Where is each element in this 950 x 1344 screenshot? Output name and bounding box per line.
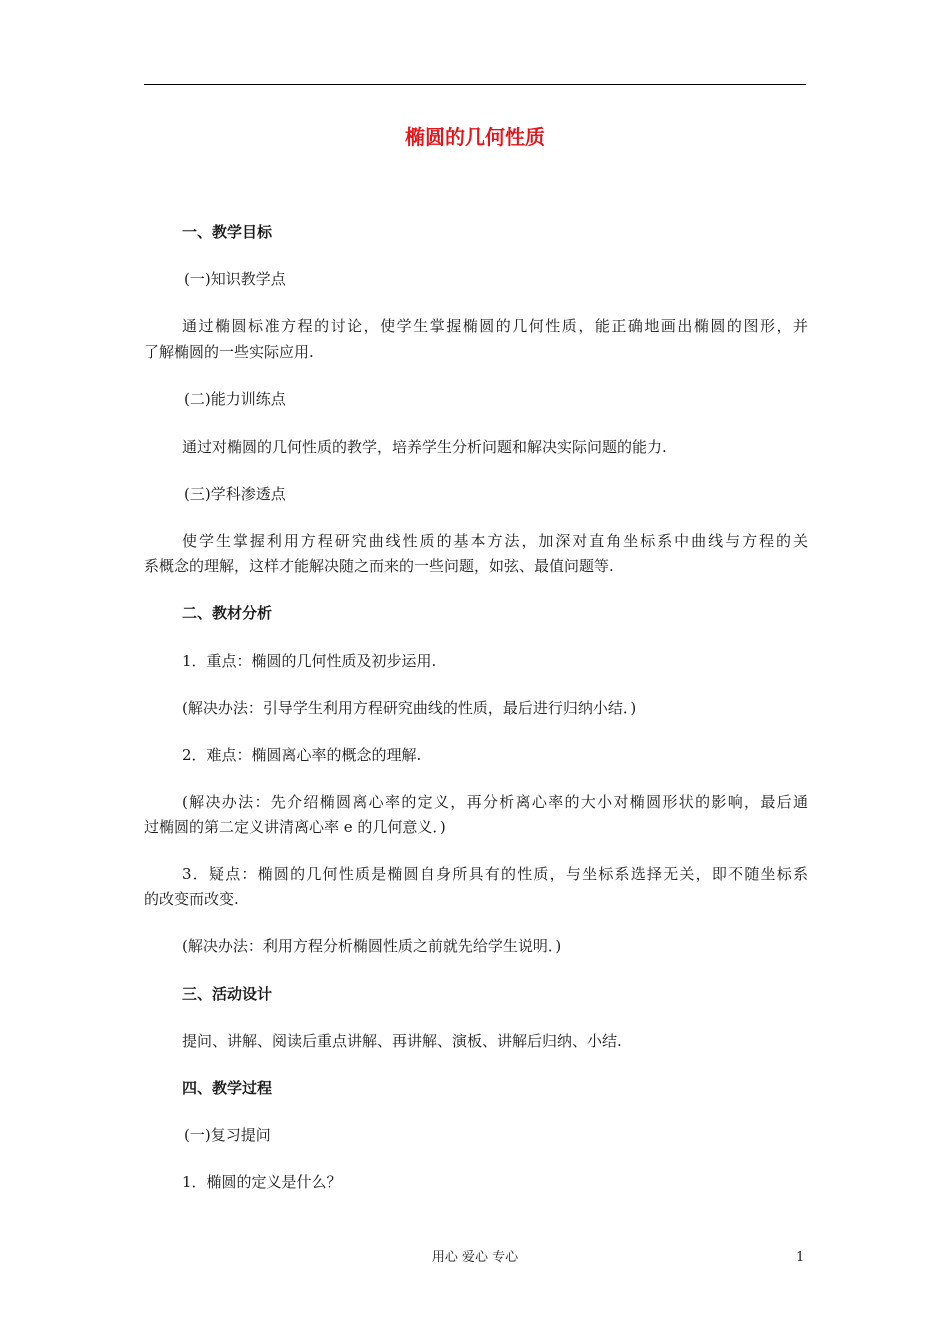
paragraph-discipline-line2: 系概念的理解，这样才能解决随之而来的一些问题，如弦、最值问题等. (144, 557, 614, 575)
document-title: 椭圆的几何性质 (405, 125, 545, 149)
analysis-doubt-line2: 的改变而改变. (144, 890, 239, 908)
analysis-item-key-solution: (解决办法：引导学生利用方程研究曲线的性质，最后进行归纳小结．) (182, 699, 637, 717)
analysis-item-difficulty: 2．难点：椭圆离心率的概念的理解. (182, 746, 422, 764)
paragraph-knowledge-line2: 了解椭圆的一些实际应用. (144, 343, 314, 361)
footer-text: 用心 爱心 专心 (431, 1250, 519, 1265)
paragraph-knowledge-line1: 通过椭圆标准方程的讨论，使学生掌握椭圆的几何性质，能正确地画出椭圆的图形，并 (182, 317, 808, 335)
section-heading-activities: 三、活动设计 (182, 985, 273, 1003)
analysis-difficulty-solution-line1: (解决办法：先介绍椭圆离心率的定义，再分析离心率的大小对椭圆形状的影响，最后通 (182, 793, 808, 811)
section-heading-process: 四、教学过程 (182, 1079, 273, 1097)
page-number: 1 (796, 1250, 805, 1265)
analysis-difficulty-solution-line2: 过椭圆的第二定义讲清离心率 e 的几何意义．) (144, 818, 446, 836)
section-heading-objectives: 一、教学目标 (182, 223, 273, 241)
review-question-1: 1．椭圆的定义是什么？ (182, 1173, 342, 1191)
section-heading-analysis: 二、教材分析 (182, 604, 273, 622)
paragraph-activities: 提问、讲解、阅读后重点讲解、再讲解、演板、讲解后归纳、小结. (182, 1032, 622, 1050)
subsection-ability-points: (二)能力训练点 (184, 390, 286, 408)
subsection-knowledge-points: (一)知识教学点 (184, 270, 286, 288)
analysis-doubt-line1: 3．疑点：椭圆的几何性质是椭圆自身所具有的性质，与坐标系选择无关，即不随坐标系 (182, 865, 808, 883)
subsection-review-questions: (一)复习提问 (184, 1126, 271, 1144)
paragraph-discipline-line1: 使学生掌握利用方程研究曲线性质的基本方法，加深对直角坐标系中曲线与方程的关 (182, 532, 808, 550)
header-rule (144, 84, 806, 85)
subsection-discipline-points: (三)学科渗透点 (184, 485, 286, 503)
paragraph-ability: 通过对椭圆的几何性质的教学，培养学生分析问题和解决实际问题的能力. (182, 438, 667, 456)
analysis-item-key-point: 1．重点：椭圆的几何性质及初步运用. (182, 652, 437, 670)
analysis-doubt-solution: (解决办法：利用方程分析椭圆性质之前就先给学生说明．) (182, 937, 562, 955)
